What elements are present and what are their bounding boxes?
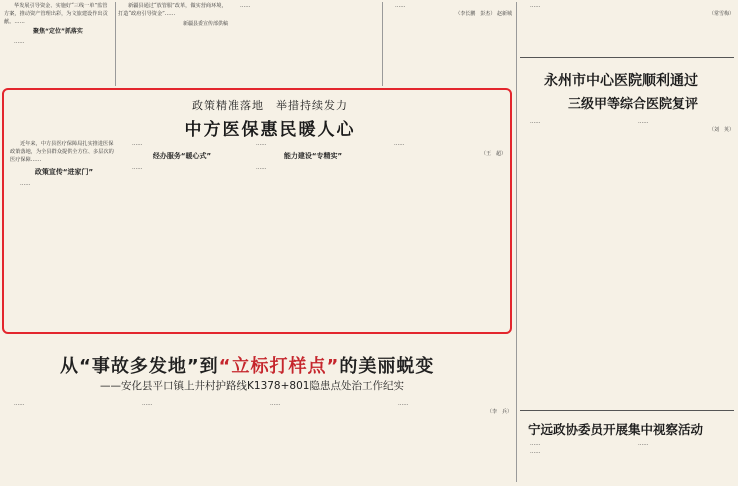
article-col3-text: …… bbox=[256, 141, 267, 147]
lower-column-4 bbox=[388, 400, 512, 484]
lower-article-title bbox=[60, 352, 480, 378]
top-right-text: …… bbox=[530, 3, 541, 9]
section-heading-1: 政策宣传“进家门” bbox=[34, 168, 94, 176]
lower-byline: （李 兵） bbox=[486, 409, 512, 415]
lower-column-2 bbox=[132, 400, 256, 484]
right-bottom-column-2 bbox=[628, 440, 734, 484]
right-col2-text: …… bbox=[638, 119, 649, 125]
top-right-column bbox=[520, 2, 734, 54]
article-byline: （王 超） bbox=[480, 151, 506, 157]
right-column-1 bbox=[520, 118, 624, 408]
divider bbox=[520, 57, 734, 58]
top-right-mid-text: …… bbox=[395, 3, 406, 9]
lower-col4-text: …… bbox=[398, 401, 409, 407]
article-col2-text-2: …… bbox=[132, 165, 143, 171]
lower-title-highlight: “立标打样点” bbox=[218, 356, 340, 377]
right-bottom-text: …… bbox=[530, 441, 541, 447]
article-col1-text-2: …… bbox=[20, 181, 31, 187]
top-center-column bbox=[230, 2, 380, 84]
article-column-2 bbox=[122, 140, 242, 328]
article-col4-text: …… bbox=[394, 141, 405, 147]
right-bottom-column-1 bbox=[520, 440, 624, 484]
right-bottom-title: 宁远政协委员开展集中视察活动 bbox=[528, 422, 704, 437]
lower-col1-text: …… bbox=[14, 401, 25, 407]
article-col1-text: 近年来，中方县医疗保障局扎实推进医保政策落地，为全县群众提供全方位、多层次的医疗保障…… bbox=[10, 141, 114, 163]
lower-title-part-b: 的美丽蜕变 bbox=[339, 356, 435, 377]
section-heading-2: 经办服务“暖心式” bbox=[152, 152, 212, 160]
section-heading-3: 能力建设“专精实” bbox=[283, 152, 343, 160]
article-column-1 bbox=[10, 140, 118, 328]
right-bottom-col2-text: …… bbox=[638, 441, 649, 447]
top-left-text-2: …… bbox=[14, 39, 25, 45]
right-article-byline: （刘 英） bbox=[708, 127, 734, 133]
article-column-4 bbox=[384, 140, 506, 328]
top-right-mid-column bbox=[385, 2, 512, 84]
top-left-text: 华发展引导资金、实施好“三线一单”监管方案，推动资产管理出彩，为文旅建设作出贡献。…… bbox=[4, 3, 108, 25]
top-left-column bbox=[4, 2, 112, 84]
article-title: 中方医保惠民暖人心 bbox=[184, 120, 356, 140]
divider bbox=[382, 2, 383, 86]
top-right-mid-byline: （李长鹏 彭杰） 赵新城 bbox=[455, 11, 512, 17]
divider bbox=[520, 410, 734, 411]
top-center-text: …… bbox=[240, 3, 251, 9]
right-col1-text: …… bbox=[530, 119, 541, 125]
top-middle-text: 新疆县通过“放管服”改革，做实营商环境，打造“政府引导资金”…… bbox=[118, 3, 227, 17]
lower-col3-text: …… bbox=[270, 401, 281, 407]
top-middle-byline: 新疆县委宣传部供稿 bbox=[182, 21, 228, 27]
article-col3-text-2: …… bbox=[256, 165, 267, 171]
right-column-2 bbox=[628, 118, 734, 408]
right-bottom-col1-text: …… bbox=[530, 449, 541, 455]
top-left-section: 聚焦“定位”抓落实 bbox=[33, 28, 83, 35]
lower-title-part-a: 从“事故多发地”到 bbox=[60, 356, 219, 377]
right-article-subtitle: 三级甲等综合医院复评 bbox=[568, 97, 699, 112]
top-middle-column bbox=[118, 2, 228, 84]
article-col2-text: …… bbox=[132, 141, 143, 147]
top-right-byline: （常雪梅） bbox=[708, 11, 734, 17]
lower-article-subtitle: ——安化县平口镇上井村护路线K1378+801隐患点处治工作纪实 bbox=[100, 380, 404, 392]
right-article-title: 永州市中心医院顺利通过 bbox=[544, 73, 698, 89]
divider bbox=[115, 2, 116, 86]
article-kicker: 政策精准落地 举措持续发力 bbox=[192, 99, 348, 112]
lower-col2-text: …… bbox=[142, 401, 153, 407]
lower-column-1 bbox=[4, 400, 128, 484]
lower-column-3 bbox=[260, 400, 384, 484]
divider bbox=[516, 2, 517, 482]
article-column-3 bbox=[246, 140, 380, 328]
